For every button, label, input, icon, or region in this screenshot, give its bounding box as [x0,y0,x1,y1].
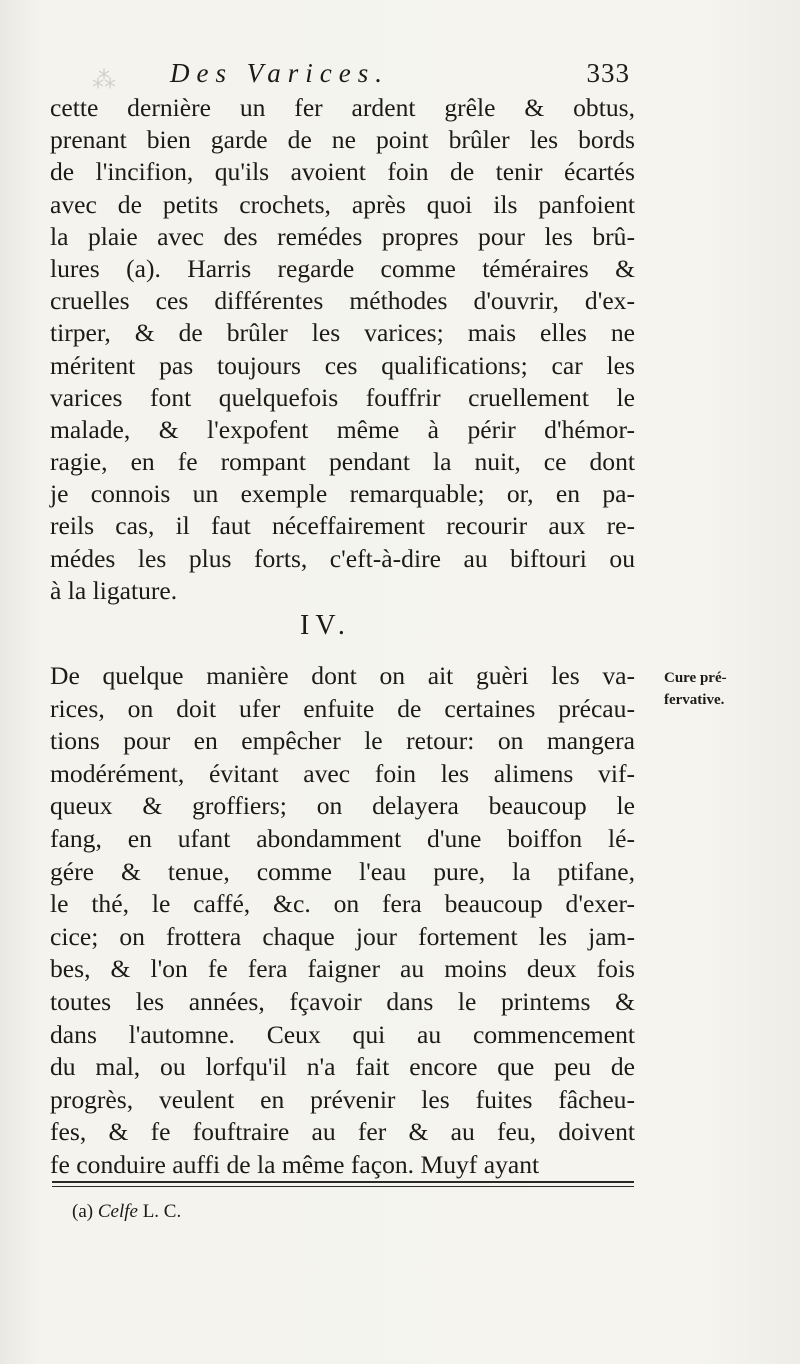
text-line: malade, & l'expofent même à périr d'hémor- [50,414,635,444]
footnote-marker: (a) [72,1201,94,1222]
text-line: toutes les années, fçavoir dans le printems & [50,986,635,1016]
text-line: reils cas, il faut néceffairement recourir aux re- [50,511,635,541]
text-line: avec de petits crochets, après quoi ils panfoient [50,189,635,219]
running-title: Des Varices. [170,58,389,88]
text-line: de l'incifion, qu'ils avoient foin de tenir écartés [50,157,635,187]
footnote-reference: L. C. [142,1201,182,1222]
footnote-rule [52,1181,634,1183]
show-through-header: ⁂ [92,68,118,94]
margin-note [664,667,784,711]
footnote-rule-thin [52,1186,634,1187]
text-line: médes les plus forts, c'eft-à-dire au biftouri ou [50,543,635,573]
text-line: du mal, ou lorfqu'il n'a fait encore que peu de [50,1052,635,1082]
text-line: queux & groffiers; on delayera beaucoup le [50,791,635,821]
text-line: cice; on frottera chaque jour fortement les jam- [50,921,635,951]
text-line: fe conduire auffi de la même façon. Muyf ayant [50,1149,540,1179]
text-line: lures (a). Harris regarde comme téméraires & [50,253,635,283]
footnote-source: Celfe [97,1201,138,1222]
text-line: gére & tenue, comme l'eau pure, la ptifane, [50,856,635,886]
text-line: fes, & fe fouftraire au fer & au feu, doivent [50,1117,635,1147]
text-line: ragie, en fe rompant pendant la nuit, ce dont [50,447,635,477]
text-line: modérément, évitant avec foin les alimens vif- [50,758,635,788]
text-line: méritent pas toujours ces qualifications; car les [50,350,635,380]
text-line: cette dernière un fer ardent grêle & obtus, [50,93,635,122]
text-line: varices font quelquefois fouffrir cruellement le [50,382,635,412]
text-line: progrès, veulent en prévenir les fuites fâcheu- [50,1084,635,1114]
footnote [72,1201,181,1223]
margin-note-line: Cure pré- [664,670,727,686]
text-line: à la ligature. [50,575,178,605]
text-line: la plaie avec des remédes propres pour les brû- [50,221,635,251]
text-line: cruelles ces différentes méthodes d'ouvrir, d'ex- [50,286,635,316]
section-heading: IV. [300,610,351,641]
text-line: fang, en ufant abondamment d'une boiffon lé- [50,823,635,853]
text-line: bes, & l'on fe fera faigner au moins deux fois [50,954,635,984]
text-line: prenant bien garde de ne point brûler les bords [50,125,635,155]
text-line: rices, on doit ufer enfuite de certaines précau- [50,693,635,723]
margin-note-line: fervative. [664,692,725,708]
text-line: le thé, le caffé, &c. on fera beaucoup d'exer- [50,889,635,919]
text-line: je connois un exemple remarquable; or, en pa- [50,479,635,509]
paragraph-2 [50,660,635,1182]
text-line: tirper, & de brûler les varices; mais elles ne [50,318,635,348]
page-number: 333 [586,58,630,88]
paragraph-1 [50,92,635,607]
text-line: tions pour en empêcher le retour: on mangera [50,726,635,756]
text-line: De quelque manière dont on ait guèri les va- [50,661,635,690]
text-line: dans l'automne. Ceux qui au commencement [50,1019,635,1049]
